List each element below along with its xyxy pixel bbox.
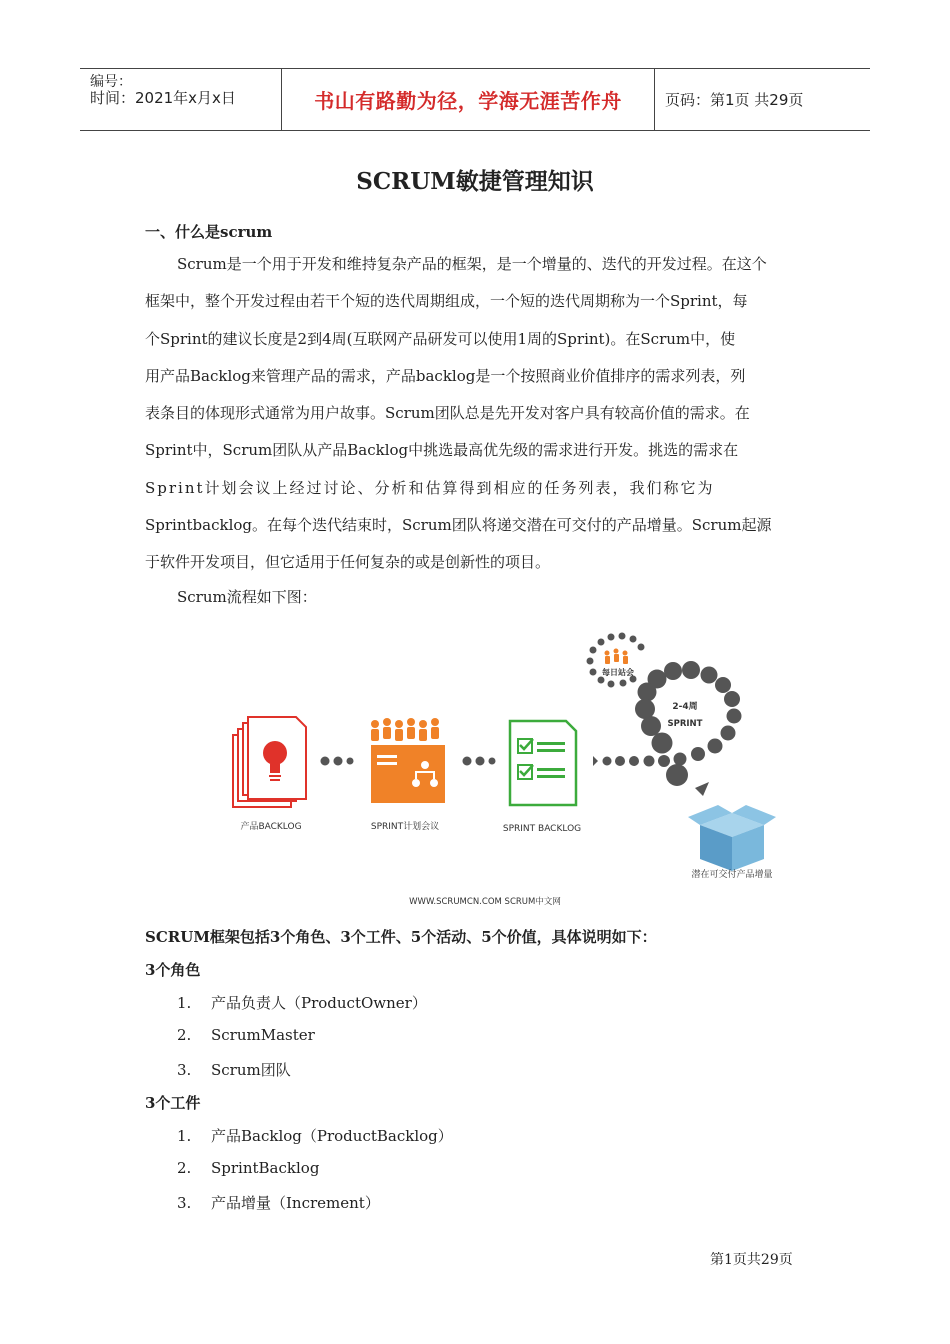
framework-heading: SCRUM框架包括3个角色、3个工件、5个活动、5个价值，具体说明如下： <box>145 928 657 946</box>
paragraph-line: Sprintbacklog。在每个迭代结束时，Scrum团队将递交潜在可交付的产品增量。Scrum起源 <box>145 516 772 535</box>
artifacts-heading: 3个工件 <box>145 1094 201 1112</box>
label-product-backlog: 产品BACKLOG <box>240 822 302 832</box>
role-item: Scrum团队 <box>211 1061 291 1079</box>
daily-standup-icon <box>587 633 645 688</box>
header-page-cell <box>655 69 870 130</box>
diagram-credit: WWW.SCRUMCN.COM SCRUM中文网 <box>409 897 561 907</box>
section-heading-what-is-scrum: 一、什么是scrum <box>145 223 273 241</box>
label-product-increment: 潜在可交付产品增量 <box>691 870 773 880</box>
connector-dots-1 <box>321 757 354 766</box>
paragraph-line: Sprint计划会议上经过讨论、分析和估算得到相应的任务列表，我们称它为 <box>145 478 715 497</box>
paragraph-line: Sprint中，Scrum团队从产品Backlog中挑选最高优先级的需求进行开发。挑选的需求在 <box>145 441 739 460</box>
paragraph-line: Scrum是一个用于开发和维持复杂产品的框架，是一个增量的、迭代的开发过程。在这个 <box>177 255 767 273</box>
label-sprint-backlog: SPRINT BACKLOG <box>502 824 582 834</box>
list-item <box>177 1125 453 1146</box>
paragraph-line: 表条目的体现形式通常为用户故事。Scrum团队总是先开发对客户具有较高价值的需求。在 <box>145 404 750 423</box>
list-item <box>177 992 427 1013</box>
paragraph-line: 用产品Backlog来管理产品的需求，产品backlog是一个按照商业价值排序的需求列表，列 <box>145 366 746 385</box>
doc-number-label: 编号： <box>90 74 132 90</box>
role-item: 产品负责人（ProductOwner） <box>211 994 427 1012</box>
label-sprint-planning: SPRINT计划会议 <box>370 822 440 832</box>
connector-dots-3 <box>593 753 687 768</box>
artifact-item: SprintBacklog <box>211 1159 320 1177</box>
list-number: 2. <box>177 1159 192 1177</box>
page-footer: 第1页共29页 <box>710 1252 793 1268</box>
paragraph-line: 个Sprint的建议长度是2到4周(互联网产品研发可以使用1周的Sprint)。在Scrum中，使 <box>145 329 736 348</box>
list-number: 1. <box>177 1127 192 1145</box>
label-sprint: SPRINT <box>667 719 703 729</box>
list-item <box>177 1159 319 1177</box>
list-number: 1. <box>177 994 192 1012</box>
scrum-flow-diagram <box>215 625 785 915</box>
header-page-code: 页码：第1页 共29页 <box>665 91 804 109</box>
sprint-planning-icon <box>371 718 445 803</box>
header-motto-cell <box>282 69 655 130</box>
doc-time: 时间：2021年x月x日 <box>90 89 236 107</box>
flow-intro: Scrum流程如下图： <box>177 588 317 606</box>
document-title: SCRUM敏捷管理知识 <box>356 168 594 195</box>
list-number: 2. <box>177 1026 192 1044</box>
label-sprint-duration: 2-4周 <box>672 702 698 712</box>
list-number: 3. <box>177 1194 192 1212</box>
connector-dots-2 <box>463 757 496 766</box>
list-number: 3. <box>177 1061 192 1079</box>
header-left-cell <box>80 69 282 130</box>
list-item <box>177 1192 380 1213</box>
sprint-backlog-icon <box>510 721 576 805</box>
paragraph-line: 框架中，整个开发过程由若干个短的迭代周期组成，一个短的迭代周期称为一个Sprint，每 <box>145 292 748 311</box>
product-increment-icon <box>688 805 776 871</box>
role-item: ScrumMaster <box>211 1026 315 1044</box>
artifact-item: 产品增量（Increment） <box>211 1194 380 1212</box>
header-motto: 书山有路勤为径，学海无涯苦作舟 <box>314 89 622 113</box>
label-daily-standup: 每日站会 <box>602 668 634 677</box>
roles-heading: 3个角色 <box>145 961 201 979</box>
paragraph-line: 于软件开发项目，但它适用于任何复杂的或是创新性的项目。 <box>145 553 551 572</box>
list-item <box>177 1059 291 1080</box>
list-item <box>177 1026 315 1044</box>
artifact-item: 产品Backlog（ProductBacklog） <box>211 1127 453 1145</box>
page-header <box>80 68 870 131</box>
intro-paragraph <box>145 246 807 582</box>
product-backlog-icon <box>233 717 306 807</box>
